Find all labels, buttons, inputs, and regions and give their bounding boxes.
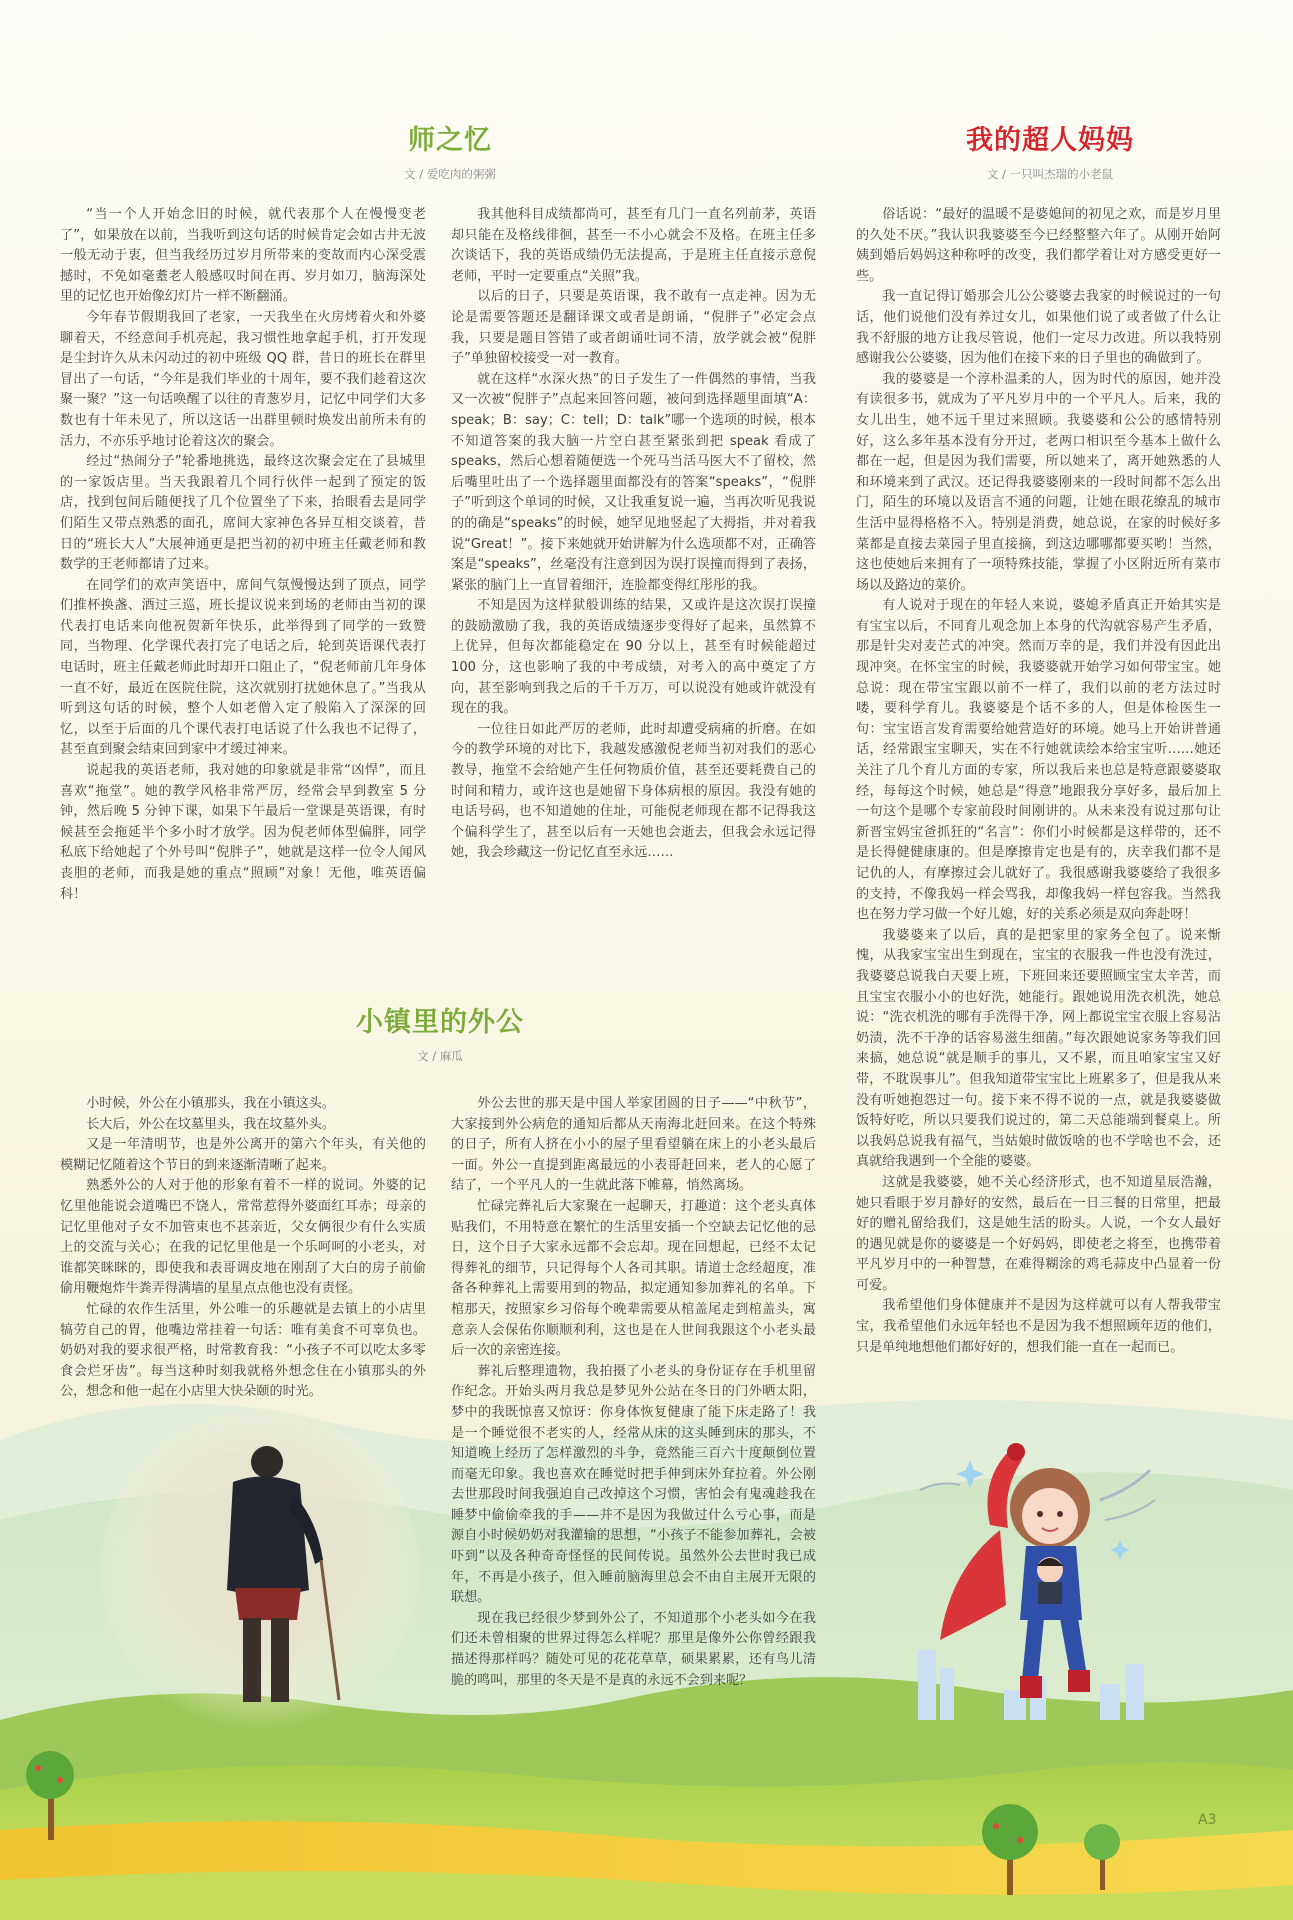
- paragraph: “当一个人开始念旧的时候，就代表那个人在慢慢变老了”，如果放在以前，当我听到这句话的时候肯定会如古井无波一般无动于衷，但当我经历过岁月所带来的变故而内心深受震撼时，不免如毫耋老人般感叹时间在再、岁月如刀，脑海深处里的记忆也开始像幻灯片一样不断翻涌。: [60, 207, 426, 305]
- paragraph: 长大后，外公在坟墓里头，我在坟墓外头。: [86, 1116, 335, 1132]
- paragraph: 今年春节假期我回了老家，一天我坐在火房烤着火和外婆聊着天，不经意间手机亮起，我习惯性地拿起手机，打开发现是尘封许久从未闪动过的初中班级 QQ 群，昔日的班长在群里冒出了一句话，“今年是我们毕业的十周年，要不我们趁着这次聚一聚？”这一句话唤醒了以往的青葱岁月，记忆中同学们大多数也有十年未见了，所以这话一出群里顿时焕发出前所未有的活力，不亦乐乎地讨论着这次的聚会。: [60, 309, 426, 449]
- paragraph: 现在我已经很少梦到外公了，不知道那个小老头如今在我们还未曾相聚的世界过得怎么样呢？那里是像外公你曾经跟我描述得那样吗？随处可见的花花草草，硕果累累，还有鸟儿清脆的鸣叫，那里的冬天是不是真的永远不会到来呢？: [451, 1610, 816, 1688]
- paragraph: 熟悉外公的人对于他的形象有着不一样的说词。外婆的记忆里他能说会道嘴巴不饶人，常常惹得外婆面红耳赤；母亲的记忆里他对子女不加管束也不甚亲近，父女俩很少有什么实质上的交流与关心；在我的记忆里他是一个乐呵呵的小老头，对谁都笑眯眯的，即使我和表哥调皮地在刚刮了大白的房子前偷偷用鞭炮炸牛粪弄得满墙的星星点点他也没有责怪。: [60, 1178, 426, 1297]
- paragraph: 小时候，外公在小镇那头，我在小镇这头。: [86, 1096, 335, 1111]
- paragraph: 我其他科目成绩都尚可，甚至有几门一直名列前茅，英语却只能在及格线徘徊，甚至一不小心就会不及格。在班主任多次谈话下，我的英语成绩仍无法提高，于是班主任直接示意倪老师，平时一定要重点“关照”我。: [451, 207, 816, 284]
- paragraph: 忙碌的农作生活里，外公唯一的乐趣就是去镇上的小店里犒劳自己的胃，他嘴边常挂着一句话：唯有美食不可辜负也。奶奶对我的要求很严格，时常教育我：“小孩子不可以吃太多零食会烂牙齿”。每当这种时刻我就格外想念住在小镇那头的外公，想念和他一起在小店里大快朵颐的时光。: [60, 1301, 426, 1400]
- superhero-mom-illustration: [910, 1430, 1170, 1730]
- article-column-super-mom: [856, 205, 1221, 1358]
- paragraph: 经过“热闹分子”轮番地挑选，最终这次聚会定在了县城里的一家饭店里。当天我跟着几个同行伙伴一起到了预定的饭店，找到包间后随便找了几个位置坐了下来，抬眼看去是同学们陌生又带点熟悉的面孔，席间大家神色各异互相交谈着，昔日的“班长大人”大展神通更是把当初的初中班主任戴老师和教数学的王老师都请了过来。: [60, 454, 426, 573]
- paragraph: 有人说对于现在的年轻人来说，婆媳矛盾真正开始其实是有宝宝以后，不同育儿观念加上本身的代沟就容易产生矛盾，那是针尖对麦芒式的冲突。然而万幸的是，我们并没有因此出现冲突。在怀宝宝的时候，我婆婆就开始学习如何带宝宝。她总说：现在带宝宝跟以前不一样了，我们以前的老方法过时喽，要科学育儿。我婆婆是个话不多的人，但是体检医生一句：宝宝语言发育需要给她营造好的环境。她马上开始讲普通话，经常跟宝宝聊天，实在不行她就读绘本给宝宝听……她还关注了几个育儿方面的专家，所以我后来也总是特意跟婆婆取经，每每这个时候，她总是“得意”地跟我分享好多，最后加上一句这个是哪个专家前段时间刚讲的。从未来没有说过那句让新晋宝妈宝爸抓狂的“名言”：你们小时候都是这样带的，还不是长得健健康康的。但是摩擦肯定也是有的，庆幸我们都不是记仇的人，有摩擦过会儿就好了。我很感谢我婆婆给了我很多的支持，不像我妈一样会骂我，却像我妈一样包容我。当然我也在努力学习做一个好儿媳，好的关系必须是双向奔赴呀！: [856, 598, 1221, 923]
- article-column-shi-zhi-yi-2: [451, 205, 816, 864]
- article-byline-shi-zhi-yi: 文 / 爱吃肉的粥粥: [404, 167, 496, 181]
- paragraph: 不知是因为这样狱般训练的结果，又或许是这次误打误撞的鼓励激励了我，我的英语成绩逐步变得好了起来，虽然算不上优异，但每次都能稳定在 90 分以上，甚至有时候能超过 100 分，这也影响了我的中考成绩，对考入的高中奠定了方向，甚至影响到我之后的千千万万，可以说没有她或许就没有现在的我。: [451, 598, 816, 717]
- paragraph: 外公去世的那天是中国人举家团圆的日子——“中秋节”，大家接到外公病危的通知后都从天南海北赶回来。在这个特殊的日子，所有人挤在小小的屋子里看望躺在床上的小老头最后一面。外公一直提到距离最远的小表哥赶回来，老人的心愿了结了，一个平凡人的一生就此落下帷幕，悄然离场。: [451, 1096, 816, 1194]
- article-byline-super-mom: 文 / 一只叫杰瑞的小老鼠: [986, 167, 1114, 181]
- page-number: A3: [1198, 1812, 1217, 1828]
- paragraph: 以后的日子，只要是英语课，我不敢有一点走神。因为无论是需要答题还是翻译课文或者是朗诵，“倪胖子”必定会点我，只要是题目答错了或者朗诵吐词不清，放学就会被“倪胖子”单独留校接受一对一教育。: [451, 289, 816, 367]
- paragraph: 我的婆婆是一个淳朴温柔的人，因为时代的原因，她并没有读很多书，就成为了平凡岁月中的一个平凡人。后来，我的女儿出生，她不远千里过来照顾。我婆婆和公公的感情特别好，这么多年基本没有分开过，老两口相识至今基本上做什么都在一起，但是因为我们需要，所以她来了，离开她熟悉的人和环境来到了武汉。还记得我婆婆刚来的一段时间都不怎么出门，陌生的环境以及语言不通的问题，让她在眼花缭乱的城市生活中显得格格不入。特别是消费，她总说，在家的时候好多菜都是直接去菜园子里直接摘，到这边哪哪都要买哟！当然，这也使她后来拥有了一项特殊技能，掌握了小区附近所有菜市场以及路边的菜价。: [856, 371, 1221, 593]
- paragraph: 我婆婆来了以后，真的是把家里的家务全包了。说来惭愧，从我家宝宝出生到现在，宝宝的衣服我一件也没有洗过，我婆婆总说我白天要上班，下班回来还要照顾宝宝太辛苦，而且宝宝衣服小小的也好洗，她能行。跟她说用洗衣机洗，她总说：“洗衣机洗的哪有手洗得干净，网上都说宝宝衣服上容易沾奶渍，洗不干净的话容易滋生细菌。”每次跟她说家务等我们回来搞，她总说“就是顺手的事儿，又不累，而且咱家宝宝又好带，不耽误事儿”。但我知道带宝宝比上班累多了，但是我从来没有听她抱怨过一句。接下来不得不说的一点，就是我婆婆做饭特好吃，所以只要我们说过的，第二天总能端到餐桌上。所以我妈总说我有福气，当姑娘时做饭啥的也不学啥也不会，还真就给我遇到一个全能的婆婆。: [856, 927, 1221, 1170]
- paragraph: 这就是我婆婆，她不关心经济形式，也不知道星辰浩瀚，她只看眼于岁月静好的安然，最后在一日三餐的日常里，把最好的赠礼留给我们，这是她生活的盼头。人说，一个女人最好的遇见就是你的婆婆是一个好妈妈，即使老之将至，也携带着平凡岁月中的一种智慧，在难得糊涂的鸡毛蒜皮中凸显着一份可爱。: [856, 1174, 1221, 1293]
- paragraph: 我一直记得订婚那会儿公公婆婆去我家的时候说过的一句话，他们说他们没有养过女儿，如果他们说了或者做了什么让我不舒服的地方让我尽管说，他们一定尽力改进。所以我特别感谢我公公婆婆，因为他们在接下来的日子里也的确做到了。: [856, 289, 1221, 367]
- paragraph: 我希望他们身体健康并不是因为这样就可以有人帮我带宝宝，我希望他们永远年轻也不是因为我不想照顾年迈的他们，只是单纯地想他们都好好的，想我们能一直在一起而已。: [856, 1298, 1221, 1355]
- article-column-shi-zhi-yi-1: [60, 205, 426, 905]
- old-man-walking-photo: [95, 1400, 425, 1730]
- paragraph: 俗话说：“最好的温暖不是婆媳间的初见之欢，而是岁月里的久处不厌。”我认识我婆婆至今已经整整六年了。从刚开始阿姨到婚后妈妈这种称呼的改变，我们都学着让对方感受更好一些。: [856, 207, 1221, 284]
- paragraph: 葬礼后整理遗物，我拍摄了小老头的身份证存在手机里留作纪念。开始头两月我总是梦见外公站在冬日的门外晒太阳，梦中的我既惊喜又惊讶：你身体恢复健康了能下床走路了！我是一个睡觉很不老实的人，经常从床的这头睡到床的那头，不知道晚上经历了怎样激烈的斗争，竟然能三百六十度颠倒位置而毫无印象。我也喜欢在睡觉时把手伸到床外耷拉着。外公刚去世那段时间我强迫自己改掉这个习惯，害怕会有鬼魂趁我在睡梦中偷偷牵我的手——并不是因为我做过什么亏心事，而是源自小时候奶奶对我灌输的思想，“小孩子不能参加葬礼，会被吓到”以及各种奇奇怪怪的民间传说。虽然外公去世时我已成年，不再是小孩子，但入睡前脑海里总会不由自主展开无限的联想。: [451, 1363, 816, 1606]
- article-title-shi-zhi-yi: 师之忆: [408, 125, 492, 156]
- article-title-super-mom: 我的超人妈妈: [966, 125, 1134, 156]
- paragraph: 一位往日如此严厉的老师，此时却遭受病痛的折磨。在如今的教学环境的对比下，我越发感激倪老师当初对我们的恶心教导，拖堂不会给她产生任何物质价值，甚至还要耗费自己的时间和精力，或许这也是她留下身体病根的原因。我没有她的电话号码，也不知道她的住址，可能倪老师现在都不记得我这个偏科学生了，甚至以后有一天她也会逝去，但我会永远记得她，我会珍藏这一份记忆直至永远……: [451, 721, 816, 861]
- article-column-grandpa-2: [451, 1094, 816, 1691]
- paragraph: 又是一年清明节，也是外公离开的第六个年头，有关他的模糊记忆随着这个节日的到来逐渐清晰了起来。: [60, 1137, 426, 1173]
- paragraph: 忙碌完葬礼后大家聚在一起聊天，打趣道：这个老头真体贴我们，不用特意在繁忙的生活里安插一个空缺去记忆他的忌日，这个日子大家永远都不会忘却。现在回想起，已经不太记得葬礼的细节，只记得每个人各司其职。请道士念经超度，准备各种葬礼上需要用到的物品，拟定通知参加葬礼的名单。下棺那天，按照家乡习俗每个晚辈需要从棺盖尾走到棺盖头，寓意亲人会保佑你顺顺利利，这也是在人世间我跟这个小老头最后一次的亲密连接。: [451, 1198, 816, 1359]
- paragraph: 在同学们的欢声笑语中，席间气氛慢慢达到了顶点，同学们推杯换盏、酒过三巡，班长提议说来到场的老师由当初的课代表打电话来向他祝贺新年快乐，此举得到了同学的一致赞同，当物理、化学课代表打完了电话之后，轮到英语课代表打电话时，班主任戴老师此时却开口阻止了，“倪老师前几年身体一直不好，最近在医院住院，这次就别打扰她休息了。”当我从听到这句话的时候，整个人如老僧入定了般陷入了深深的回忆，以至于后面的几个课代表打电话说了什么我也不记得了，甚至直到聚会结束回到家中才缓过神来。: [60, 577, 426, 758]
- article-column-grandpa-1: [60, 1094, 426, 1403]
- paragraph: 说起我的英语老师，我对她的印象就是非常“凶悍”，而且喜欢“拖堂”。她的教学风格非常严厉，经常会早到教室 5 分钟，然后晚 5 分钟下课，如果下午最后一堂课是英语课，有时候甚至会拖延半个多小时才放学。因为倪老师体型偏胖，同学私底下给她起了个外号叫“倪胖子”，她就是这样一位令人闻风丧胆的老师，而我是她的重点“照顾”对象！无他，唯英语偏科！: [60, 763, 426, 902]
- paragraph: 就在这样“水深火热”的日子发生了一件偶然的事情，当我又一次被“倪胖子”点起来回答问题，被问到选择题里面填“A：speak；B：say；C：tell；D：talk”哪一个选项的时候，根本不知道答案的我大脑一片空白甚至紧张到把 speak 看成了 speaks，然后心想着随便选一个死马当活马医大不了留校，然后嘴里吐出了一个选择题里面都没有的答案“speaks”，“倪胖子”听到这个单词的时候，又让我重复说一遍，当再次听见我说的的确是“speaks”的时候，她罕见地竖起了大拇指，并对着我说“Great！”。接下来她就开始讲解为什么选项都不对，正确答案是“speaks”，丝毫没有注意到因为误打误撞而得到了表扬，紧张的脑门上一直冒着细汗，连脸都变得红彤彤的我。: [451, 371, 816, 593]
- article-title-grandpa: 小镇里的外公: [356, 1007, 524, 1038]
- article-byline-grandpa: 文 / 麻瓜: [417, 1049, 463, 1063]
